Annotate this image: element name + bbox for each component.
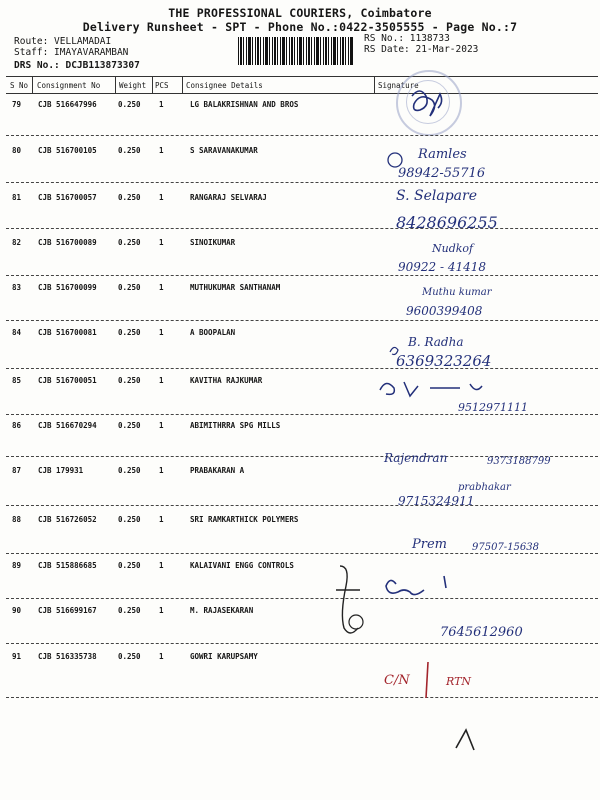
row-sno: 84 [12,328,22,337]
col-weight: Weight [119,81,147,90]
route-label: Route: VELLAMADAI [14,36,112,47]
row-pcs: 1 [159,561,164,570]
signature-bracket-89 [336,566,360,633]
row-consignment: CJB 516647996 [38,100,97,109]
hw-name-87: prabhakar [458,482,511,493]
hw-phone-82: 90922 - 41418 [398,260,487,274]
hw-name-83: Muthu kumar [422,287,492,298]
row-sno: 80 [12,146,22,155]
hw-name-88: Prem [412,537,447,552]
hw-note-cn-91: C/N [384,673,410,688]
row-weight: 0.250 [118,561,141,570]
company-title: THE PROFESSIONAL COURIERS, Coimbatore [168,6,432,20]
row-weight: 0.250 [118,100,141,109]
row-weight: 0.250 [118,146,141,155]
row-consignee: KAVITHA RAJKUMAR [190,376,263,385]
row-weight: 0.250 [118,376,141,385]
row-sno: 82 [12,238,22,247]
row-weight: 0.250 [118,238,141,247]
row-sno: 85 [12,376,22,385]
row-weight: 0.250 [118,466,141,475]
col-signature: Signature [378,81,419,90]
row-sno: 83 [12,283,22,292]
col-consignment: Consignment No [37,81,101,90]
row-sno: 86 [12,421,22,430]
staff-label: Staff: IMAYAVARAMBAN [14,47,129,58]
row-pcs: 1 [159,421,164,430]
hw-phone-88: 97507-15638 [472,542,540,553]
hw-name-80: Ramles [418,147,467,162]
hw-name-82: Nudkof [432,242,474,255]
row-pcs: 1 [159,466,164,475]
hw-name-81: S. Selapare [396,188,477,204]
row-consignment: CJB 516700099 [38,283,97,292]
row-pcs: 1 [159,328,164,337]
row-pcs: 1 [159,100,164,109]
row-pcs: 1 [159,193,164,202]
row-consignment: CJB 516700105 [38,146,97,155]
signature-circle-80 [388,153,402,167]
row-sno: 79 [12,100,22,109]
row-pcs: 1 [159,606,164,615]
row-pcs: 1 [159,146,164,155]
drs-label: DRS No.: DCJB113873307 [14,60,140,71]
row-weight: 0.250 [118,328,141,337]
row-consignment: CJB 515886685 [38,561,97,570]
hw-phone-87: 9715324911 [398,494,475,508]
col-sno: S No [10,81,29,90]
row-sno: 81 [12,193,22,202]
row-consignment: CJB 516670294 [38,421,97,430]
row-sno: 90 [12,606,22,615]
row-weight: 0.250 [118,515,141,524]
row-consignee: M. RAJASEKARAN [190,606,254,615]
row-consignee: PRABAKARAN A [190,466,245,475]
row-pcs: 1 [159,376,164,385]
row-pcs: 1 [159,238,164,247]
col-details: Consignee Details [186,81,263,90]
hw-phone-81: 8428696255 [396,213,498,232]
hw-note-rtn-91: RTN [446,675,472,688]
row-sno: 88 [12,515,22,524]
row-consignee: LG BALAKRISHNAN AND BROS [190,100,299,109]
row-consignee: A BOOPALAN [190,328,236,337]
hw-phone-83: 9600399408 [406,304,483,318]
row-weight: 0.250 [118,193,141,202]
row-consignment: CJB 516700081 [38,328,97,337]
row-consignment: CJB 516700057 [38,193,97,202]
runsheet-subtitle: Delivery Runsheet - SPT - Phone No.:0422-3505555 - Page No.:7 [82,20,518,34]
row-sno: 91 [12,652,22,661]
hw-name-84: B. Radha [408,335,464,349]
row-consignee: S SARAVANAKUMAR [190,146,258,155]
row-pcs: 1 [159,283,164,292]
hw-phone-85: 9512971111 [458,401,528,414]
hw-phone-84: 6369323264 [396,352,492,370]
row-consignment: CJB 516700089 [38,238,97,247]
row-consignment: CJB 516726052 [38,515,97,524]
row-consignment: CJB 516699167 [38,606,97,615]
row-weight: 0.250 [118,652,141,661]
row-consignee: KALAIVANI ENGG CONTROLS [190,561,294,570]
hw-phone-80: 98942-55716 [398,166,486,181]
hw-phone-86: 9373188799 [487,456,551,467]
rs-date: RS Date: 21-Mar-2023 [364,44,479,55]
row-consignment: CJB 516335738 [38,652,97,661]
row-pcs: 1 [159,515,164,524]
signature-scribble-85 [380,382,482,396]
row-weight: 0.250 [118,283,141,292]
row-weight: 0.250 [118,421,141,430]
tick-mark [456,730,474,750]
row-consignee: SINOIKUMAR [190,238,236,247]
row-consignee: MUTHUKUMAR SANTHANAM [190,283,281,292]
row-consignee: ABIMITHRRA SPG MILLS [190,421,281,430]
signature-scribble-89 [386,576,446,595]
row-weight: 0.250 [118,606,141,615]
hw-name-86: Rajendran [384,451,448,465]
signature-scribble-79 [412,91,442,116]
rs-number: RS No.: 1138733 [364,33,450,44]
col-pcs: PCS [155,81,169,90]
row-pcs: 1 [159,652,164,661]
row-consignee: SRI RAMKARTHICK POLYMERS [190,515,299,524]
row-sno: 89 [12,561,22,570]
row-consignee: RANGARAJ SELVARAJ [190,193,267,202]
row-consignee: GOWRI KARUPSAMY [190,652,258,661]
row-consignment: CJB 516700051 [38,376,97,385]
row-consignment: CJB 179931 [38,466,84,475]
hw-phone-90: 7645612960 [440,625,523,640]
row-sno: 87 [12,466,22,475]
